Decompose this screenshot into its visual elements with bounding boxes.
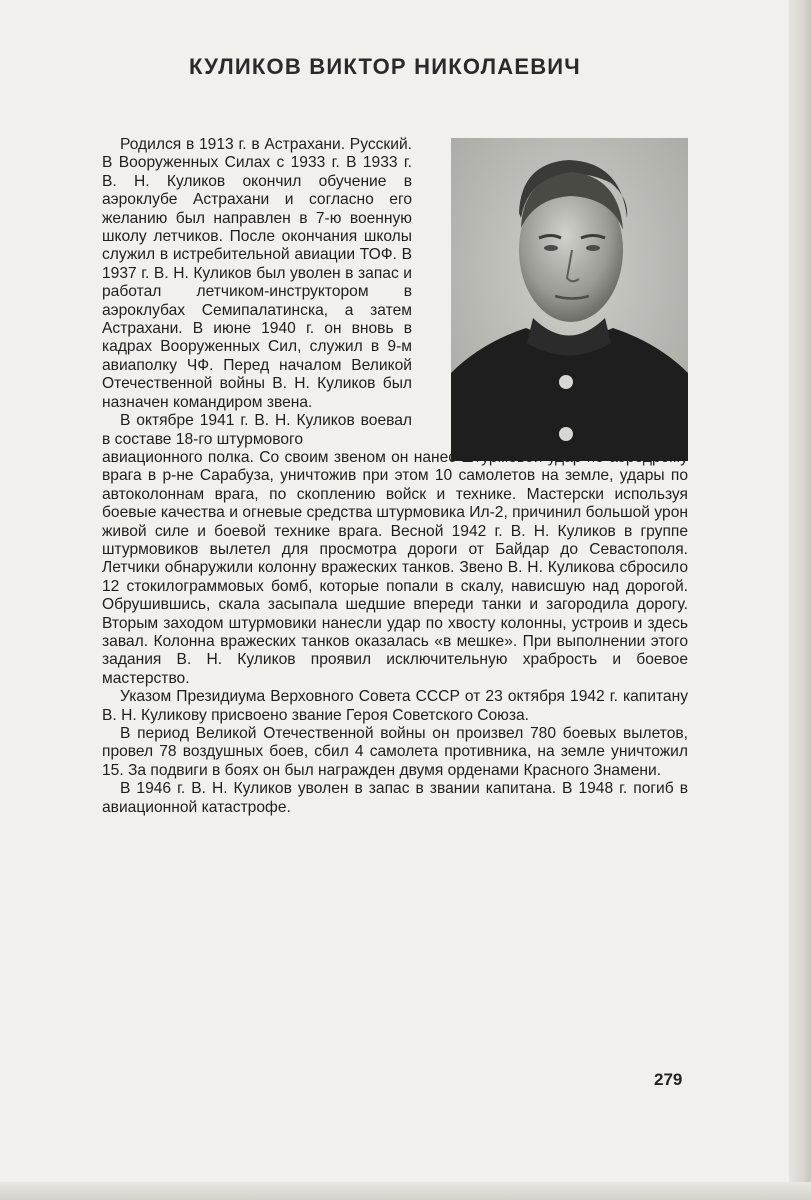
paragraph: Указом Президиума Верховного Совета СССР от 23 октября 1942 г. капитану В. Н. Куликову присвоено звание Героя Советского Союза.	[102, 688, 688, 724]
paragraph: В период Великой Отечественной войны он произвел 780 боевых вылетов, провел 78 воздушных боев, сбил 4 самолета противника, на земле уничтожил 15. За подвиги в боях он был награжден двумя орденами Красного Знамени.	[102, 725, 688, 779]
paragraph: В октябре 1941 г. В. Н. Куликов воевал в составе 18-го штурмового	[102, 412, 412, 448]
paragraph: В 1946 г. В. Н. Куликов уволен в запас в звании капитана. В 1948 г. погиб в авиационной катастрофе.	[102, 780, 688, 816]
paragraph: Родился в 1913 г. в Астрахани. Русский. В Вооруженных Силах с 1933 г. В 1933 г. В. Н. Куликов окончил обучение в аэроклубе Астрахани и согласно его желанию был направлен в 7-ю военную школу летчиков. После окончания школы служил в истребительной авиации ТОФ. В 1937 г. В. Н. Куликов был уволен в запас и работал летчиком-инструктором в аэроклубах Семипалатинска, а затем Астрахани. В июне 1940 г. он вновь в кадрах Вооруженных Сил, служил в 9-м авиаполку ЧФ. Перед началом Великой Отечественной войны В. Н. Куликов был назначен командиром звена.	[102, 136, 412, 411]
article-body	[102, 136, 688, 817]
page-title: КУЛИКОВ ВИКТОР НИКОЛАЕВИЧ	[189, 54, 581, 79]
paragraph: авиационного полка. Со своим звеном он нанес штурмовой удар по аэродрому врага в р-не Сарабуза, уничтожив при этом 10 самолетов на земле, удары по автоколоннам врага, по скоплению войск и технике. Мастерски используя боевые качества и огневые средства штурмовика Ил-2, причинил большой урон живой силе и боевой технике врага. Весной 1942 г. В. Н. Куликов в группе штурмовиков вылетел для просмотра дороги от Байдар до Севастополя. Летчики обнаружили колонну вражеских танков. Звено В. Н. Куликова сбросило 12 стокилограммовых бомб, которые попали в скалу, нависшую над дорогой. Обрушившись, скала засыпала шедшие впереди танки и загородила дорогу. Вторым заходом штурмовики нанесли удар по хвосту колонны, устроив и здесь завал. Колонна вражеских танков оказалась «в мешке». При выполнении этого задания В. Н. Куликов проявил исключительную храбрость и боевое мастерство.	[102, 448, 688, 687]
page-number: 279	[654, 1070, 683, 1089]
page-bottom-edge	[0, 1182, 811, 1200]
text-column-narrow	[102, 136, 412, 449]
page-edge	[789, 0, 811, 1200]
